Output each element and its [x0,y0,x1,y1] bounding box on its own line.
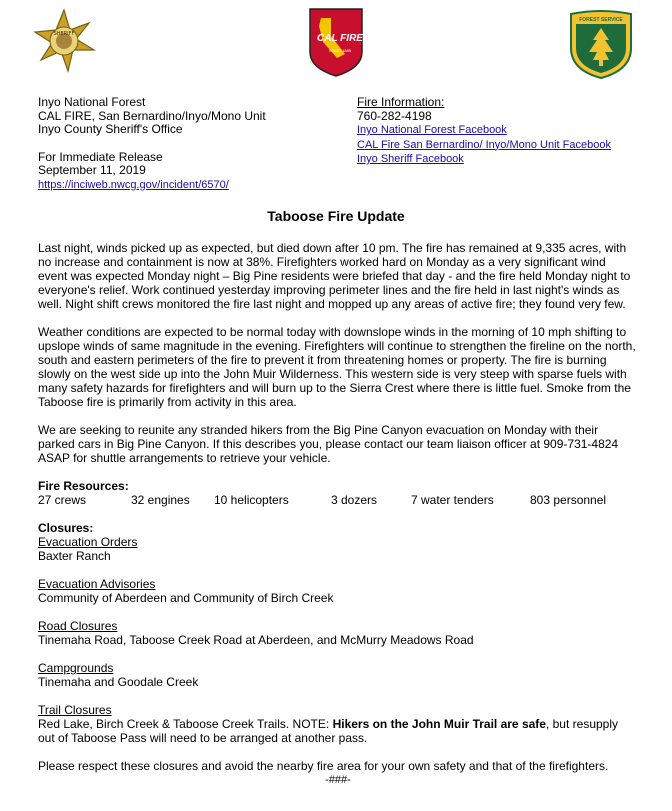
resource-item: 10 helicopters [214,493,289,507]
trail-text-part: , but resupply out of Taboose Pass will need to be arranged at another pass. [38,717,619,745]
page-title: Taboose Fire Update [267,208,405,224]
inciweb-link[interactable]: https://inciweb.nwcg.gov/incident/6570/ [38,178,229,191]
agency-name: Inyo National Forest [38,95,146,109]
fire-info-label: Fire Information: [357,95,445,109]
release-label: For Immediate Release [38,149,163,164]
calfire-logo [307,6,365,78]
trail-closures-text [38,717,638,745]
paragraph: We are seeking to reunite any stranded hikers from the Big Pine Canyon evacuation on Monday with their parked cars in Big Pine Canyon. If this describes you, please contact our team liaison officer at 909-731-4824 ASAP for shuttle arrangements to retrieve your vehicle. [38,423,619,465]
closure-heading: Campgrounds [38,661,114,675]
resource-item: 3 dozers [331,493,378,507]
closing-note: Please respect these closures and avoid the nearby fire area for your own safety and that of the firefighters. [38,759,609,773]
resource-item: 7 water tenders [411,493,494,507]
release-date: September 11, 2019 [38,163,146,177]
resources-label: Fire Resources: [38,479,129,493]
calfire-text: CAL FIRE [317,33,363,44]
closure-heading: Evacuation Orders [38,535,138,549]
header-agencies [38,96,266,192]
closure-text: Community of Aberdeen and Community of Birch Creek [38,591,334,605]
release-body [38,241,638,787]
closure-text: Tinemaha Road, Taboose Creek Road at Aberdeen, and McMurry Meadows Road [38,633,474,647]
trail-closures-heading: Trail Closures [38,703,112,717]
closure-text: Tinemaha and Goodale Creek [38,675,199,689]
usfs-shield-logo [569,10,633,80]
inyo-sheriff-facebook-link[interactable]: Inyo Sheriff Facebook [357,153,464,165]
agency-name: Inyo County Sheriff's Office [38,122,183,136]
closure-heading: Road Closures [38,619,118,633]
end-mark: -###- [325,774,351,786]
closures-label: Closures: [38,521,94,535]
trail-text-part: Red Lake, Birch Creek & Taboose Creek Trails. NOTE: [38,717,333,731]
sheriff-badge-logo [31,8,97,74]
paragraph: Weather conditions are expected to be normal today with downslope winds in the morning of 10 mph shifting to upslope winds of same magnitude in the evening. Firefighters will continue to strengthen the fireline on the north, south and eastern perimeters of the fire to prevent it from threatening homes or property. The fire is burning slowly on the west side up into the John Muir Wilderness. This western side is very steep with sparse fuels with many safety hazards for firefighters and will burn up to the Sierra Crest where there is little fuel. Smoke from the Taboose fire is primarily from activity in this area. [38,325,636,409]
resource-item: 32 engines [131,493,190,507]
resource-item: 27 crews [38,493,87,507]
inyo-forest-facebook-link[interactable]: Inyo National Forest Facebook [357,124,507,136]
closure-text: Baxter Ranch [38,549,111,563]
paragraph: Last night, winds picked up as expected, but died down after 10 pm. The fire has remained at 9,335 acres, with no increase and containment is now at 38%. Firefighters worked hard on Monday as a very significant wind event was expected Monday night – Big Pine residents were briefed that day - and the fire held Monday night to everyone's relief. Work continued yesterday improving perimeter lines and the fire held in last night's winds as well. Night shift crews monitored the fire last night and mopped up any areas of active fire; they found very few. [38,241,631,311]
fire-info-phone: 760-282-4198 [357,108,432,123]
resources-row [38,493,638,507]
closures [38,521,638,745]
fire-information [357,96,611,167]
agency-name: CAL FIRE, San Bernardino/Inyo/Mono Unit [38,108,266,123]
calfire-since-text: SINCE 1885 [328,48,352,53]
fire-resources [38,479,638,507]
closure-heading: Evacuation Advisories [38,577,156,591]
resource-item: 803 personnel [530,493,607,507]
calfire-facebook-link[interactable]: CAL Fire San Bernardino/ Inyo/Mono Unit Facebook [357,138,611,151]
usfs-text: FOREST SERVICE [579,17,623,23]
sheriff-text: SHERIFF [53,31,75,37]
trail-safe-note: Hikers on the John Muir Trail are safe [332,717,546,731]
